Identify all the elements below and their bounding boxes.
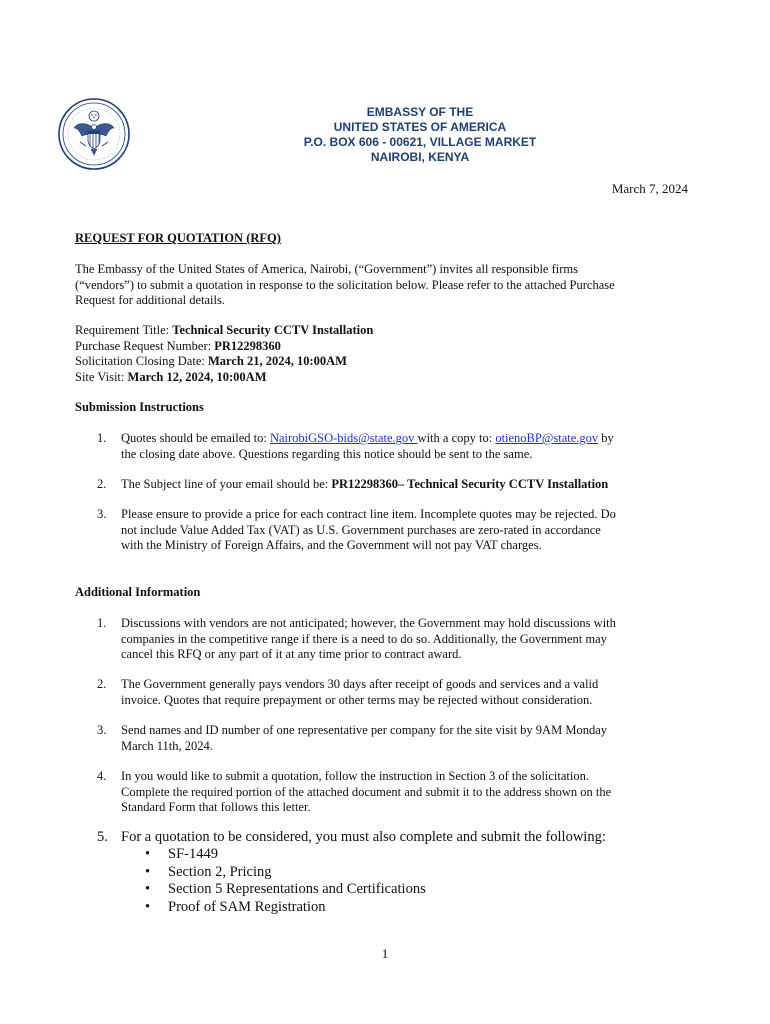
list-number: 1. bbox=[97, 616, 107, 630]
detail-label: Requirement Title: bbox=[75, 323, 173, 337]
bullet-icon: • bbox=[145, 846, 151, 862]
page-number: 1 bbox=[381, 946, 389, 961]
letterhead-line2: UNITED STATES OF AMERICA bbox=[333, 120, 507, 134]
text-segment: cancel this RFQ or any part of it at any time prior to contract award. bbox=[121, 647, 462, 661]
bullet-item bbox=[145, 864, 426, 882]
subject-line: PR12298360– Technical Security CCTV Installation bbox=[331, 477, 609, 491]
list-item bbox=[75, 723, 693, 754]
intro-line: (“vendors”) to submit a quotation in response to the solicitation below. Please refer to the attached Purchase bbox=[75, 277, 615, 292]
text-segment: In you would like to submit a quotation, follow the instruction in Section 3 of the solicitation. bbox=[121, 769, 589, 783]
submission-heading: Submission Instructions bbox=[75, 400, 204, 414]
list-item bbox=[75, 616, 693, 663]
email-link-bids[interactable]: NairobiGSO-bids@state.gov bbox=[269, 431, 418, 445]
rfq-details bbox=[75, 323, 693, 385]
text-segment: companies in the competitive range if there is a need to do so. Additionally, the Government may bbox=[121, 631, 607, 646]
list-item bbox=[75, 677, 693, 708]
text-segment: the closing date above. Questions regarding this notice should be sent to the same. bbox=[121, 446, 533, 461]
list-number: 2. bbox=[97, 477, 107, 491]
list-number: 4. bbox=[97, 769, 107, 783]
list-text bbox=[121, 616, 693, 663]
intro-paragraph bbox=[75, 262, 693, 309]
intro-line: Request for additional details. bbox=[75, 293, 225, 307]
list-text bbox=[121, 677, 693, 708]
list-item bbox=[75, 507, 693, 554]
letter-date: March 7, 2024 bbox=[611, 181, 688, 196]
text-segment: not include Value Added Tax (VAT) as U.S. Government purchases are zero-rated in accordance bbox=[121, 522, 601, 537]
letterhead-line4: NAIROBI, KENYA bbox=[370, 150, 470, 164]
letterhead-line3: P.O. BOX 606 - 00621, VILLAGE MARKET bbox=[303, 135, 537, 149]
text-segment: Quotes should be emailed to: bbox=[121, 431, 270, 445]
bullet-text: SF-1449 bbox=[168, 846, 218, 862]
text-segment: with the Ministry of Foreign Affairs, and the Government will not pay VAT charges. bbox=[121, 538, 542, 552]
bullet-text: Section 2, Pricing bbox=[168, 863, 272, 880]
list-text: For a quotation to be considered, you must also complete and submit the following: bbox=[121, 829, 606, 845]
text-segment: with a copy to: bbox=[417, 431, 496, 445]
bullet-text: Section 5 Representations and Certifications bbox=[168, 881, 426, 898]
detail-label: Site Visit: bbox=[75, 369, 128, 384]
list-text bbox=[121, 507, 693, 554]
text-segment: The Subject line of your email should be: bbox=[121, 477, 332, 491]
list-number: 5. bbox=[97, 829, 108, 845]
text-segment: The Government generally pays vendors 30 days after receipt of goods and services and a valid bbox=[121, 677, 599, 691]
text-segment: March 11th, 2024. bbox=[121, 738, 213, 753]
list-text bbox=[121, 769, 693, 816]
detail-label: Solicitation Closing Date: bbox=[75, 354, 208, 368]
bullet-icon: • bbox=[145, 881, 151, 898]
list-item bbox=[75, 769, 693, 816]
closing-date-row bbox=[75, 354, 693, 370]
text-segment: Send names and ID number of one representative per company for the site visit by 9AM Monday bbox=[121, 723, 607, 737]
letterhead bbox=[170, 105, 670, 165]
purchase-request-row bbox=[75, 339, 693, 355]
text-segment: Complete the required portion of the attached document and submit it to the address shown on the bbox=[121, 784, 612, 799]
letterhead-line1: EMBASSY OF THE bbox=[366, 105, 474, 119]
list-text bbox=[121, 477, 693, 493]
site-visit-row bbox=[75, 370, 693, 386]
list-text bbox=[121, 431, 693, 462]
detail-label: Purchase Request Number: bbox=[75, 338, 215, 353]
document-title: REQUEST FOR QUOTATION (RFQ) bbox=[75, 231, 281, 245]
bullet-icon: • bbox=[145, 863, 151, 880]
list-text bbox=[121, 723, 693, 754]
detail-value: PR12298360 bbox=[214, 338, 281, 353]
detail-value: March 21, 2024, 10:00AM bbox=[207, 354, 347, 368]
intro-line: The Embassy of the United States of America, Nairobi, (“Government”) invites all responsible firms bbox=[75, 262, 578, 276]
requirement-title-row bbox=[75, 323, 693, 339]
text-segment: by bbox=[598, 431, 614, 445]
us-great-seal-icon bbox=[58, 98, 130, 170]
text-segment: Standard Form that follows this letter. bbox=[121, 800, 311, 814]
list-number: 3. bbox=[97, 507, 107, 521]
bullet-item bbox=[145, 899, 426, 917]
text-segment: Please ensure to provide a price for each contract line item. Incomplete quotes may be rejected. Do bbox=[121, 507, 616, 521]
bullet-item bbox=[145, 846, 426, 864]
detail-value: Technical Security CCTV Installation bbox=[172, 323, 374, 337]
list-number: 3. bbox=[97, 723, 107, 737]
text-segment: invoice. Quotes that require prepayment or other terms may be rejected without consideration. bbox=[121, 692, 593, 707]
additional-info-heading: Additional Information bbox=[75, 585, 201, 599]
email-link-otieno[interactable]: otienoBP@state.gov bbox=[495, 431, 599, 445]
list-item bbox=[75, 431, 693, 462]
list-number: 1. bbox=[97, 431, 107, 445]
list-item bbox=[75, 477, 693, 493]
list-number: 2. bbox=[97, 677, 107, 691]
list-item bbox=[75, 829, 693, 847]
bullet-text: Proof of SAM Registration bbox=[168, 899, 326, 916]
detail-value: March 12, 2024, 10:00AM bbox=[127, 369, 267, 384]
bullet-icon: • bbox=[145, 899, 151, 916]
required-documents-list bbox=[145, 846, 426, 917]
bullet-item bbox=[145, 881, 426, 899]
text-segment: Discussions with vendors are not anticipated; however, the Government may hold discussions with bbox=[121, 616, 616, 630]
